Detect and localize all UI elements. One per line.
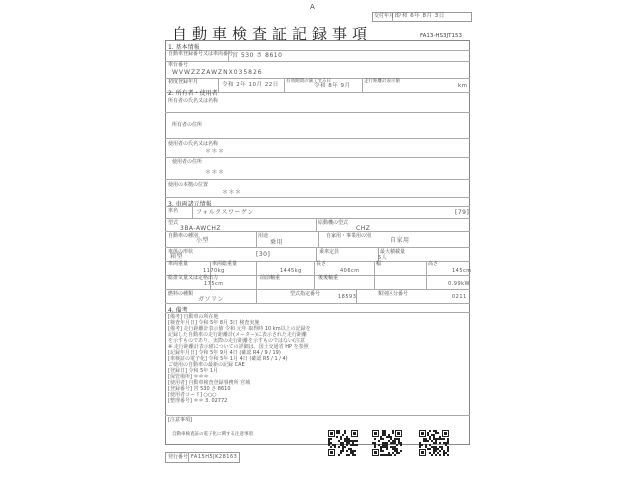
rear-axle-label: 後後軸重: [318, 275, 339, 281]
purpose-label: 自家用・事業用の別: [326, 233, 372, 239]
reg-value: 宮 530 さ 8610: [232, 52, 283, 59]
capacity-value: 5人: [378, 255, 388, 261]
chassis-value: WVWZZZAWZNX035826: [172, 69, 263, 76]
weight-value: 1170kg: [203, 268, 225, 274]
note-line: ※ 走行距離計表示値についての詳細は、国土交通省 HP を参照: [168, 344, 309, 350]
expiry-value: 令和 8年 9月: [314, 83, 351, 89]
user-name-label: 使用者の氏名又は名称: [168, 141, 219, 147]
qr-code-icon: [372, 430, 402, 456]
tax-value: 18593: [338, 294, 357, 300]
first-reg-value: 令和 2年 10月 22日: [222, 82, 279, 88]
gross-value: 1445kg: [280, 268, 302, 274]
note-line: 記録した自動車の走行距離計(メーター)に表示された走行距離: [168, 332, 307, 338]
note-line: [使用者コード] ○○○: [168, 392, 217, 398]
fuel-label: 燃料の種類: [168, 291, 194, 297]
note-line: ご使用の自動車の最新の記録 CAE: [168, 362, 245, 368]
make-value: フォルクスワーゲン: [196, 209, 254, 216]
note-line: [備考] 自動車の所在地: [168, 314, 219, 320]
reg-label: 自動車登録番号又は車両番号: [168, 51, 234, 57]
note-line: [記録年月日] 令和 5年 9月 4日 (確認 R4 / 9 / 19): [168, 350, 281, 356]
tax-label: 型式指定番号: [290, 291, 321, 297]
mileage-label: 走行距離計表示値: [364, 79, 400, 84]
use-label: 用途: [258, 233, 269, 239]
serial-value: FA15H5JK28163: [191, 454, 238, 460]
page-title: 自動車検査証記録事項: [172, 25, 373, 43]
mileage-value: km: [458, 83, 468, 89]
qr-code-icon: [419, 430, 449, 456]
user-name-value: ＊＊＊: [205, 148, 225, 155]
purpose-value: 自家用: [390, 237, 410, 244]
note-line: [保管場所] ＊＊＊: [168, 374, 209, 380]
note-line: を示すものであり、実際の走行距離を示すものではない(注意: [168, 338, 305, 344]
note-line: [車検証の電子化] 令和 5年 1月 4日 (確認 R5 / 1 / 4): [168, 356, 288, 362]
qr-code-icon: [328, 430, 358, 456]
note-line: [整理番号] ＊＊ 3. 02772: [168, 398, 228, 404]
notes-block: [168, 314, 428, 404]
chassis-label: 車台番号: [168, 62, 189, 68]
class-no-value: 0211: [452, 294, 467, 300]
front-axle-label: 前前軸重: [260, 275, 281, 281]
user-addr-label: 使用者の住所: [172, 159, 203, 165]
engine-value: CHZ: [356, 225, 371, 232]
note-line: [備考] 走行距離計表示値 令和 元年 取得時 10 km以上の記録を: [168, 326, 311, 332]
note-line: [使用者] 自動車検査登録事務所 宮城: [168, 380, 251, 386]
make-label: 車名: [168, 208, 179, 214]
body-label: 車体の形状: [168, 249, 194, 255]
length-value: 406cm: [340, 268, 360, 274]
owner-name-label: 所有者の氏名又は名称: [168, 98, 219, 104]
engine-label: 原動機の型式: [318, 220, 349, 226]
type-value: 3BA-AWCHZ: [180, 225, 221, 232]
note-line: [検査年月日] 令和 5年 8月 3日 検査実施: [168, 320, 260, 326]
base-label: 使用の本拠の位置: [168, 182, 209, 188]
disp-value: 0.99kW: [448, 281, 470, 287]
owner-addr-label: 所有者の住所: [172, 122, 203, 128]
issue-date-label: 交付年月日: [374, 13, 400, 19]
doc-code: FA13-HS3JT153: [420, 33, 463, 39]
top-mark: A: [310, 3, 315, 11]
class-no-label: 類別区分番号: [378, 291, 409, 297]
expiry-label: 有効期間の満了する日: [286, 79, 331, 84]
section-2-heading: 2. 所有者・使用者: [168, 90, 218, 97]
note-text: 自動車検査証の電子化に関する注意事項: [172, 432, 253, 437]
first-reg-label: 初度登録年月: [168, 79, 199, 85]
fuel-value: ガソリン: [198, 296, 225, 303]
type-label: 型式: [168, 220, 179, 226]
base-value: ＊＊＊: [222, 189, 242, 196]
note-heading: [注意事項]: [168, 417, 192, 423]
width-label: 幅: [376, 261, 382, 267]
section-3-heading: 3. 車両諸元情報: [168, 201, 212, 208]
class-value: 小型: [196, 237, 210, 244]
height-label: 高さ: [428, 261, 439, 267]
note-line: [登録日] 令和 5年 1月: [168, 368, 219, 374]
note-line: [登録番号] 宮 530 さ 8610: [168, 386, 231, 392]
length-label: 長さ: [316, 261, 327, 267]
capacity-label: 乗車定員: [319, 249, 340, 255]
make-code: [79]: [455, 209, 470, 216]
gross-label: 車両総重量: [212, 261, 238, 267]
body-value: 箱型: [170, 253, 184, 260]
class-label: 自動車の種別: [168, 233, 199, 239]
user-addr-value: ＊＊＊: [205, 169, 225, 176]
section-4-heading: 4. 備考: [168, 307, 188, 314]
width-value: 175cm: [204, 281, 224, 287]
load-label: 最大積載量: [380, 249, 406, 255]
height-value: 145cm: [452, 268, 472, 274]
category-value: [30]: [256, 251, 271, 258]
issue-date-value: 令和 6年 8月 3日: [396, 13, 445, 19]
section-1-heading: 1. 基本情報: [168, 44, 200, 51]
use-value: 乗用: [270, 239, 284, 246]
disp-label: 総排気量又は定格出力: [168, 275, 219, 281]
serial-label: 発行番号: [168, 454, 189, 460]
weight-label: 車両重量: [168, 261, 189, 267]
